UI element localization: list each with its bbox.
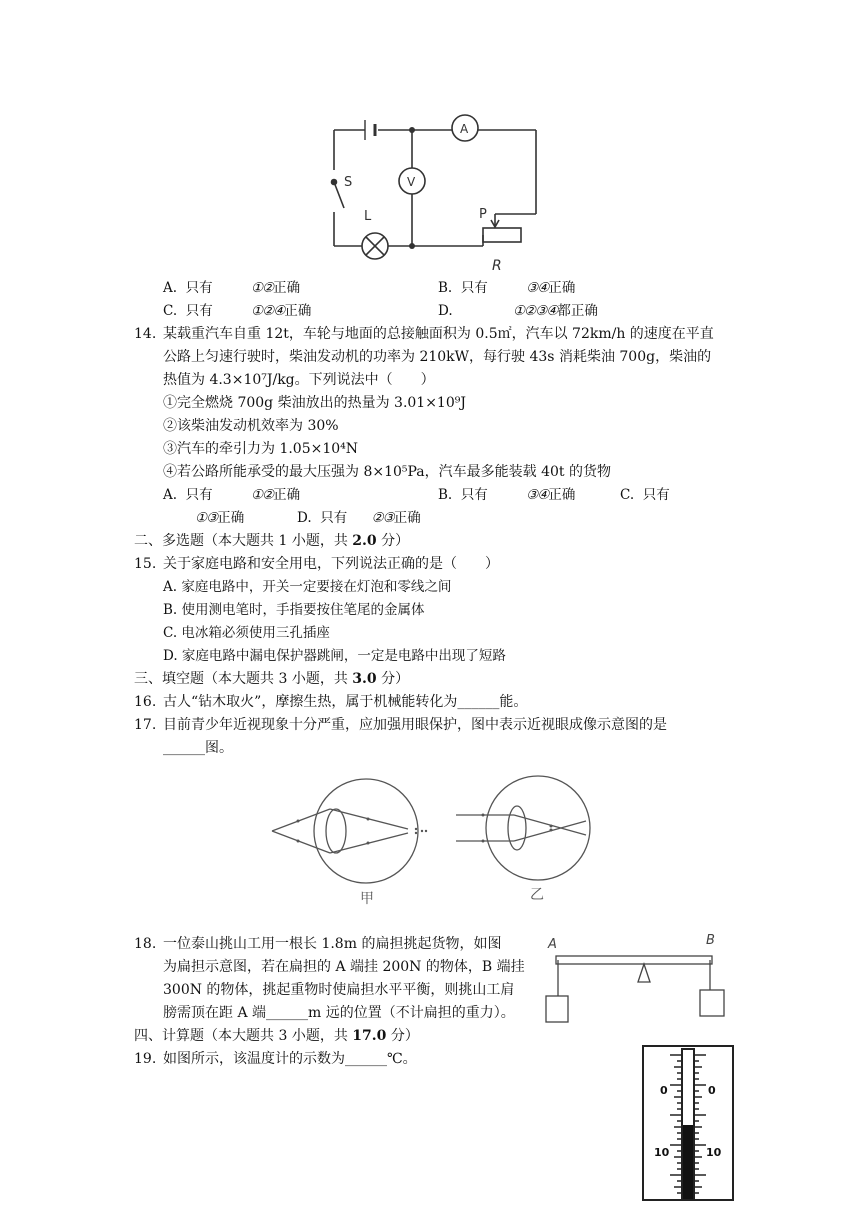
q13-option-a[interactable] [163, 278, 300, 298]
option-suffix: 正确 [273, 487, 301, 503]
voltmeter-label: V [407, 175, 416, 189]
thermometer-figure [642, 1045, 734, 1201]
q17-line1: 目前青少年近视现象十分严重，应加强用眼保护，图中表示近视眼成像示意图的是 [163, 717, 667, 733]
q14-number: 14. [134, 326, 157, 342]
section-heading-calculation: 四、计算题（本大题共 3 小题，共 17.0 分） [134, 1028, 419, 1044]
q13-option-b[interactable] [438, 278, 575, 298]
option-suffix: 都正确 [557, 303, 598, 319]
q18-line2: 为扁担示意图，若在扁担的 A 端挂 200N 的物体，B 端挂 [163, 959, 525, 975]
option-circled: ②③ [371, 510, 394, 526]
q15-option-b[interactable]: B. 使用测电笔时，手指要按住笔尾的金属体 [163, 602, 425, 618]
q14-option-a[interactable] [163, 485, 300, 505]
q18-line1: 一位泰山挑山工用一根长 1.8m 的扁担挑起货物，如图 [163, 936, 502, 952]
option-prefix: 只有 [460, 487, 488, 503]
option-circled: ①② [250, 280, 274, 296]
q14-line2: 公路上匀速行驶时，柴油发动机的功率为 210kW，每行驶 43s 消耗柴油 700g，柴油的 [163, 349, 712, 365]
q18-line4: 膀需顶在距 A 端______m 远的位置（不计扁担的重力）。 [163, 1005, 515, 1021]
circuit-diagram [320, 108, 550, 278]
carrying-pole-diagram [540, 932, 730, 1028]
option-prefix: 只有 [185, 487, 213, 503]
q16-text: 古人“钻木取火”，摩擦生热，属于机械能转化为______能。 [163, 694, 528, 710]
lamp-label: L [364, 209, 372, 224]
q14-line1: 某载重汽车自重 12t，车轮与地面的总接触面积为 0.5㎡，汽车以 72km/h 的速度在平直 [163, 326, 714, 342]
q14-option-d[interactable] [297, 508, 421, 528]
option-circled: ③④ [526, 487, 549, 503]
eye-diagrams [268, 775, 608, 915]
option-letter: D. [438, 303, 453, 319]
q14-statement-2: ②该柴油发动机效率为 30% [163, 418, 339, 434]
q14-option-c-head[interactable] [620, 485, 670, 505]
tick-label-right-10: 10 [706, 1146, 722, 1159]
section-heading-fill-blank: 三、填空题（本大题共 3 小题，共 3.0 分） [134, 671, 410, 687]
option-suffix: 正确 [284, 303, 312, 319]
q14-line3: 热值为 4.3×10⁷J/kg。下列说法中（ ） [163, 372, 435, 388]
option-prefix: 只有 [642, 487, 670, 503]
q14-statement-3: ③汽车的牵引力为 1.05×10⁴N [163, 441, 359, 457]
q18-number: 18. [134, 936, 157, 952]
option-suffix: 正确 [217, 510, 245, 526]
slider-label: P [479, 207, 487, 222]
switch-label: S [344, 175, 353, 190]
option-letter: C. [620, 487, 635, 503]
option-letter: D. [297, 510, 312, 526]
option-prefix: 只有 [185, 280, 213, 296]
option-suffix: 正确 [548, 280, 576, 296]
q19-number: 19. [134, 1051, 157, 1067]
q14-statement-4: ④若公路所能承受的最大压强为 8×10⁵Pa，汽车最多能装载 40t 的货物 [163, 464, 611, 480]
option-suffix: 正确 [393, 510, 421, 526]
q18-line3: 300N 的物体，挑起重物时使扁担水平平衡，则挑山工肩 [163, 982, 515, 998]
q14-option-c-tail[interactable] [195, 508, 244, 528]
option-prefix: 只有 [320, 510, 348, 526]
q15-number: 15. [134, 556, 157, 572]
section-heading-multi-choice: 二、多选题（本大题共 1 小题，共 2.0 分） [134, 533, 410, 549]
option-prefix: 只有 [185, 303, 213, 319]
pole-end-a-label: A [548, 937, 557, 952]
ammeter-label: A [460, 122, 469, 136]
q13-option-c[interactable] [163, 301, 311, 321]
option-letter: A. [163, 487, 178, 503]
q15-option-d[interactable]: D. 家庭电路中漏电保护器跳闸，一定是电路中出现了短路 [163, 648, 506, 664]
q15-option-c[interactable]: C. 电冰箱必须使用三孔插座 [163, 625, 330, 641]
option-letter: A. [163, 280, 178, 296]
q19-text: 如图所示，该温度计的示数为______℃。 [163, 1051, 417, 1067]
q15-option-a[interactable]: A. 家庭电路中，开关一定要接在灯泡和零线之间 [163, 579, 452, 595]
tick-label-left-0: 0 [660, 1084, 668, 1097]
tick-label-left-10: 10 [654, 1146, 670, 1159]
q13-option-d[interactable] [438, 301, 598, 321]
q15-stem: 关于家庭电路和安全用电，下列说法正确的是（ ） [163, 556, 499, 572]
option-circled: ①③ [195, 510, 218, 526]
option-letter: B. [438, 280, 453, 296]
q17-number: 17. [134, 717, 157, 733]
option-prefix: 只有 [460, 280, 488, 296]
rheostat-label: R [492, 258, 502, 274]
option-circled: ③④ [526, 280, 549, 296]
eye-label-right: 乙 [530, 887, 544, 903]
q17-line2: ______图。 [163, 740, 233, 756]
option-letter: C. [163, 303, 178, 319]
q14-option-b[interactable] [438, 485, 575, 505]
option-circled: ①②④ [251, 303, 285, 319]
option-circled: ①② [250, 487, 274, 503]
q14-statement-1: ①完全燃烧 700g 柴油放出的热量为 3.01×10⁹J [163, 395, 466, 411]
eye-label-left: 甲 [360, 891, 374, 907]
option-suffix: 正确 [548, 487, 576, 503]
pole-end-b-label: B [706, 933, 715, 948]
option-letter: B. [438, 487, 453, 503]
tick-label-right-0: 0 [708, 1084, 716, 1097]
option-circled: ①②③④ [512, 303, 558, 319]
option-suffix: 正确 [273, 280, 301, 296]
q16-number: 16. [134, 694, 157, 710]
